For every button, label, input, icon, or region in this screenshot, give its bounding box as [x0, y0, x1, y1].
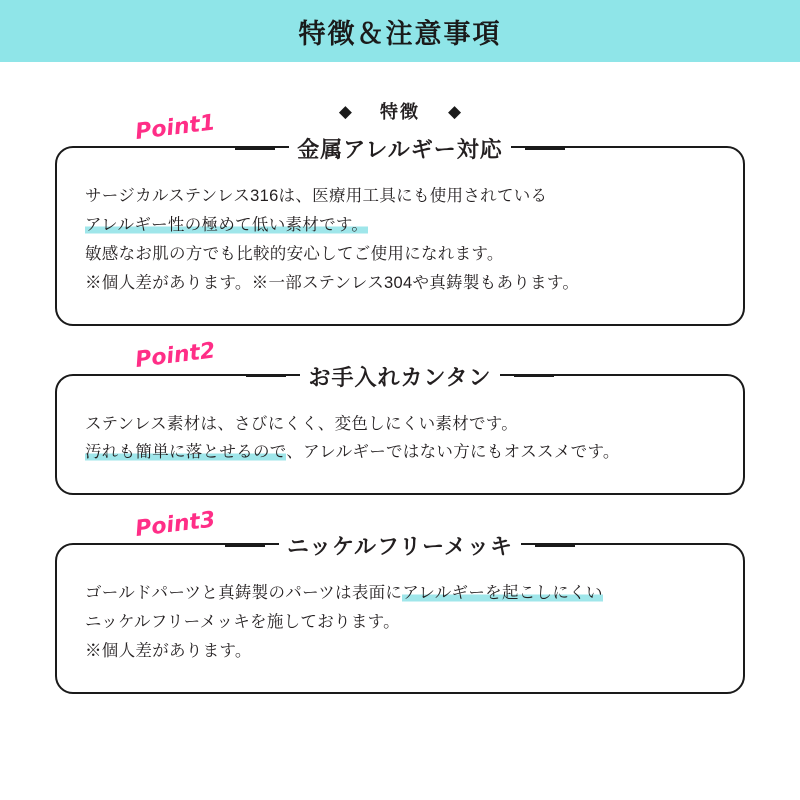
point-body — [85, 579, 715, 666]
point-body — [85, 182, 715, 298]
point-body-line — [85, 211, 715, 240]
page-title: 特徴＆注意事項 — [298, 18, 502, 49]
diamond-right-icon: ◆ — [448, 101, 462, 121]
point-body-line — [85, 637, 715, 666]
point-badge: Point1 — [133, 110, 217, 145]
body-text: サージカルステンレス316は、医療用工具にも使用されている — [85, 187, 548, 205]
rule-right-divider — [535, 545, 575, 547]
point-badge: Point2 — [133, 337, 217, 373]
page-header — [0, 0, 800, 62]
body-text: ニッケルフリーメッキを施しております。 — [85, 613, 400, 632]
point-card — [55, 137, 745, 326]
point-block — [55, 337, 745, 496]
body-text: ※個人差があります。 — [85, 642, 252, 660]
body-text: ステンレス素材は、さびにくく、変色しにくい素材です。 — [85, 414, 519, 433]
rule-left-divider — [235, 148, 275, 150]
point-body-line — [85, 438, 715, 467]
point-card — [55, 534, 745, 694]
diamond-left-icon: ◆ — [338, 101, 352, 121]
point-block — [55, 507, 745, 694]
body-text: 敏感なお肌の方でも比較的安心してご使用になれます。 — [85, 244, 504, 263]
point-body-line — [85, 608, 715, 637]
body-text: ※個人差があります。※一部ステンレス304や真鋳製もあります。 — [85, 273, 580, 292]
rule-right-divider — [514, 375, 554, 377]
point-card — [55, 364, 745, 496]
rule-left-divider — [225, 545, 265, 547]
body-text: 、アレルギーではない方にもオススメです。 — [286, 443, 620, 462]
point-body-line — [85, 579, 715, 608]
section-label-text: 特徴 — [380, 102, 420, 122]
highlighted-text: アレルギー性の極めて低い素材です。 — [85, 215, 369, 234]
body-text: ゴールドパーツと真鋳製のパーツは表面に — [85, 584, 403, 603]
point-title: ニッケルフリーメッキ — [279, 530, 521, 561]
point-body-line — [85, 410, 715, 439]
point-title: 金属アレルギー対応 — [289, 133, 511, 164]
point-body-line — [85, 240, 715, 269]
highlighted-text: 汚れも簡単に落とせるので — [85, 443, 287, 462]
rule-right-divider — [525, 148, 565, 150]
point-body — [85, 410, 715, 468]
point-body-line — [85, 182, 715, 211]
point-badge: Point3 — [133, 507, 217, 543]
section-label — [0, 98, 800, 124]
rule-left-divider — [246, 375, 286, 377]
point-title: お手入れカンタン — [300, 361, 499, 392]
point-body-line — [85, 269, 715, 298]
highlighted-text: アレルギーを起こしにくい — [402, 584, 603, 603]
